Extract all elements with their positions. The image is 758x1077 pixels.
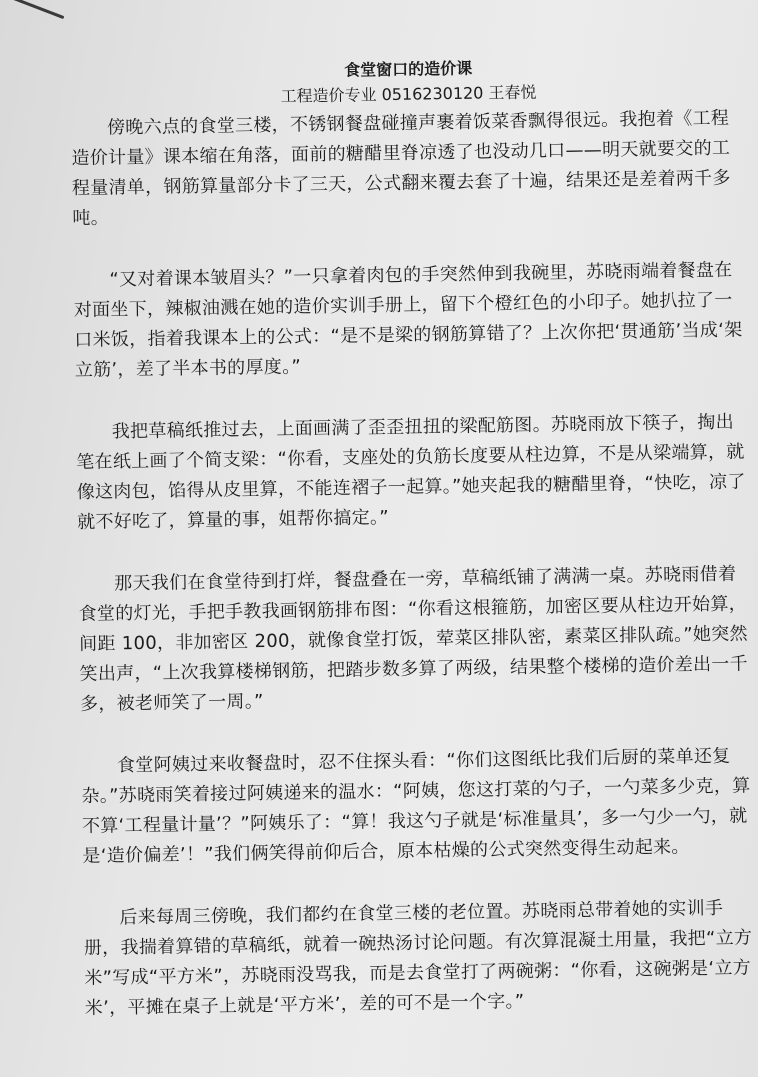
paragraph-4: 那天我们在食堂待到打烊，餐盘叠在一旁，草稿纸铺了满满一桌。苏晓雨借着食堂的灯光，手把手教我画钢筋排布图：“你看这根箍筋，加密区要从柱边开始算，间距 100，非加密区 200，就像食堂打饭，荤菜区排队密，素菜区排队疏。”她突然笑出声，“上次我算楼梯钢筋，把踏步数多算了两级，结果整个楼梯的造价差出一千多，被老师笑了一周。”: [78, 563, 749, 715]
pen-mark: [5, 0, 64, 19]
paragraph-2: “又对着课本皱眉头？”一只拿着肉包的手突然伸到我碗里，苏晓雨端着餐盘在对面坐下，辣椒油溅在她的造价实训手册上，留下个橙红色的小印子。她扒拉了一口米饭，指着我课本上的公式：“是不是梁的钢筋算错了？上次你把‘贯通筋’当成‘架立筋’，差了半本书的厚度。”: [73, 259, 743, 381]
paragraph-1: 傍晚六点的食堂三楼，不锈钢餐盘碰撞声裹着饭菜香飘得很远。我抱着《工程造价计量》课本缩在角落，面前的糖醋里脊凉透了也没动几口——明天就要交的工程量清单，钢筋算量部分卡了三天，公式翻来覆去套了十遍，结果还是差着两千多吨。: [71, 107, 731, 229]
paragraph-3: 我把草稿纸推过去，上面画满了歪歪扭扭的梁配筋图。苏晓雨放下筷子，掏出笔在纸上画了个简支梁：“你看，支座处的负筋长度要从柱边算，不是从梁端算，就像这肉包，馅得从皮里算，不能连褶子一起算。”她夹起我的糖醋里脊，“快吃，凉了就不好吃了，算量的事，姐帮你搞定。”: [76, 411, 746, 533]
paragraph-6: 后来每周三傍晚，我们都约在食堂三楼的老位置。苏晓雨总带着她的实训手册，我揣着算错的草稿纸，就着一碗热汤讨论问题。有次算混凝土用量，我把“立方米”写成“平方米”，苏晓雨没骂我，而是去食堂打了两碗粥：“你看，这碗粥是‘立方米’，平摊在桌子上就是‘平方米’，差的可不是一个字。”: [83, 897, 753, 1019]
author-byline: 工程造价专业 0516230120 王春悦: [280, 82, 537, 106]
document-page: [70, 53, 758, 1023]
document-title: 食堂窗口的造价课: [343, 58, 473, 80]
paragraph-5: 食堂阿姨过来收餐盘时，忍不住探头看：“你们这图纸比我们后厨的菜单还复杂。”苏晓雨笑着接过阿姨递来的温水：“阿姨，您这打菜的勺子，一勺菜多少克，算不算‘工程量计量’？”阿姨乐了：“算！我这勺子就是‘标准量具’，多一勺少一勺，就是‘造价偏差’！”我们俩笑得前仰后合，原本枯燥的公式突然变得生动起来。: [81, 745, 751, 867]
